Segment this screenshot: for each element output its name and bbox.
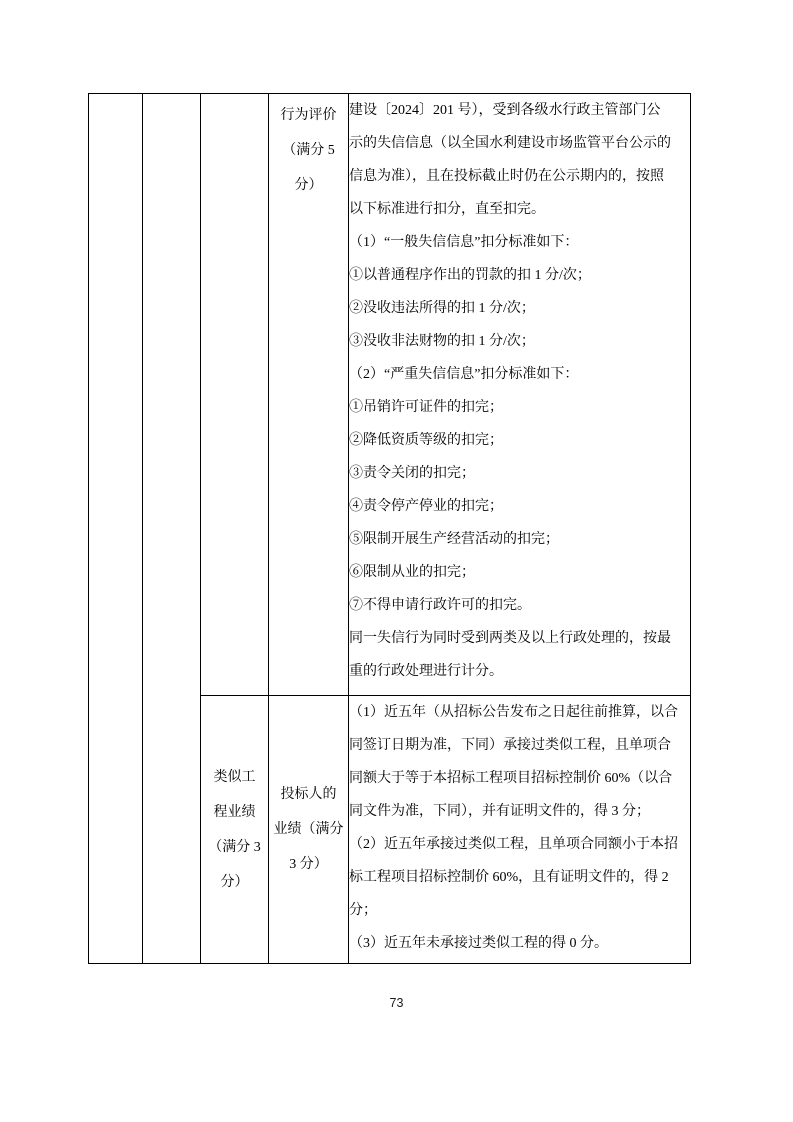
criterion-description-cell-behavior-evaluation — [349, 94, 691, 696]
text-line: ②没收违法所得的扣 1 分/次； — [349, 301, 535, 316]
text-line: 同文件为准，下同），并有证明文件的，得 3 分； — [349, 804, 650, 819]
text-line: 信息为准），且在投标截止时仍在公示期内的，按照 — [349, 169, 664, 184]
text-line: ③责令关闭的扣完； — [349, 466, 475, 481]
text-line: 程业绩 — [213, 804, 256, 820]
text-line: ⑤限制开展生产经营活动的扣完； — [349, 532, 559, 547]
text-line: 以下标准进行扣分，直至扣完。 — [349, 202, 545, 217]
text-line: ②降低资质等级的扣完； — [349, 433, 503, 448]
text-line: （3）近五年未承接过类似工程的得 0 分。 — [349, 936, 608, 951]
text-line: 投标人的 — [280, 787, 337, 802]
text-line: ③没收非法财物的扣 1 分/次； — [349, 334, 535, 349]
text-line: ①以普通程序作出的罚款的扣 1 分/次； — [349, 268, 591, 283]
text-line: ①吊销许可证件的扣完； — [349, 400, 503, 415]
text-line: 类似工 — [213, 769, 256, 785]
text-line: 3 分） — [289, 857, 328, 872]
table-row-behavior-evaluation — [89, 94, 691, 696]
text-line: （2）近五年承接过类似工程，且单项合同额小于本招 — [349, 837, 678, 852]
category-cell-similar-project-performance — [201, 696, 269, 964]
text-line: ⑦不得申请行政许可的扣完。 — [349, 598, 531, 613]
spanning-cell-col2-empty — [143, 94, 201, 964]
text-line: 分） — [220, 874, 249, 890]
text-line: 业绩（满分 — [273, 822, 344, 837]
category-cell-row1-empty — [201, 94, 269, 696]
text-line: 同一失信行为同时受到两类及以上行政处理的，按最 — [349, 631, 671, 646]
text-line: （2）“严重失信信息”扣分标准如下： — [349, 367, 579, 382]
text-line: （1）近五年（从招标公告发布之日起往前推算，以合 — [349, 705, 678, 720]
text-line: （满分 3 — [208, 839, 261, 855]
text-line: 标工程项目招标控制价 60%，且有证明文件的，得 2 — [349, 870, 669, 885]
text-line: 分； — [349, 903, 377, 918]
text-line: 分） — [294, 178, 323, 193]
evaluation-criteria-table — [88, 93, 691, 964]
page-number: 73 — [389, 996, 404, 1010]
text-line: ⑥限制从业的扣完； — [349, 565, 475, 580]
text-line: （满分 5 — [282, 143, 335, 158]
criterion-name-cell-bidder-performance — [269, 696, 349, 964]
criterion-name-cell-behavior-evaluation — [269, 94, 349, 696]
criterion-description-cell-bidder-performance — [349, 696, 691, 964]
text-line: 示的失信信息（以全国水利建设市场监管平台公示的 — [349, 136, 671, 151]
text-line: 同额大于等于本招标工程项目招标控制价 60%（以合 — [349, 771, 673, 786]
text-line: （1）“一般失信信息”扣分标准如下： — [349, 235, 579, 250]
text-line: ④责令停产停业的扣完； — [349, 499, 503, 514]
text-line: 重的行政处理进行计分。 — [349, 664, 503, 679]
text-line: 建设〔2024〕201 号），受到各级水行政主管部门公 — [349, 103, 661, 118]
spanning-cell-col1-empty — [89, 94, 143, 964]
text-line: 同签订日期为准，下同）承接过类似工程，且单项合 — [349, 738, 671, 753]
text-line: 行为评价 — [280, 108, 337, 123]
